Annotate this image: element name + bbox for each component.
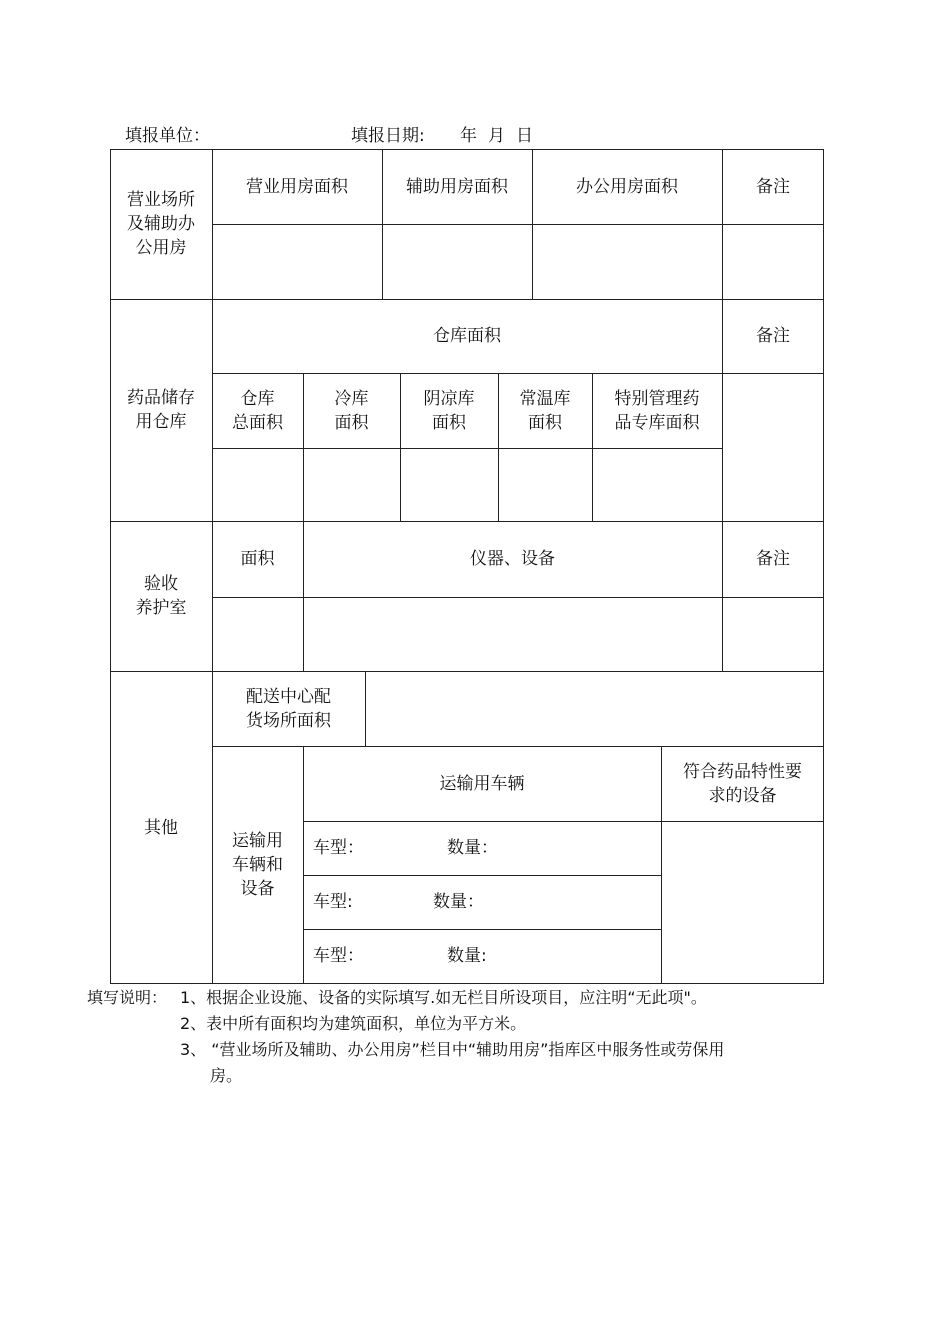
special-equipment-header: 符合药品特性要 求的设备 <box>683 761 802 806</box>
vehicle-qty-label: 数量: <box>447 946 487 966</box>
office-area-value[interactable] <box>532 224 722 299</box>
vehicle-qty-label: 数量： <box>433 892 484 912</box>
warehouse-remark-value[interactable] <box>722 373 824 521</box>
normal-temp-area-header: 常温库 面积 <box>519 388 571 433</box>
section-inspection-title: 验收 养护室 <box>135 574 187 618</box>
vehicle-type-label: 车型： <box>313 838 364 858</box>
year-label: 年 <box>460 126 477 146</box>
cold-storage-area-header: 冷库 面积 <box>334 388 369 433</box>
special-drug-area-value[interactable] <box>592 448 722 521</box>
inspection-equipment-value[interactable] <box>303 597 722 671</box>
vehicle-type-label: 车型: <box>313 892 353 912</box>
business-remark-header: 备注 <box>756 176 790 197</box>
note-item: 3、 “营业场所及辅助、办公用房”栏目中“辅助用房”指库区中服务性或劳保用 <box>180 1040 725 1059</box>
transport-equipment-title: 运输用 车辆和 设备 <box>232 831 283 899</box>
note-item: 1、根据企业设施、设备的实际填写.如无栏目所设项目，应注明“无此项"。 <box>180 988 707 1007</box>
auxiliary-area-value[interactable] <box>382 224 532 299</box>
distribution-area-value[interactable] <box>365 671 824 746</box>
fill-unit-label: 填报单位： <box>125 126 210 146</box>
office-area-header: 办公用房面积 <box>576 176 678 197</box>
warehouse-total-area-header: 仓库 总面积 <box>232 388 283 433</box>
auxiliary-area-header: 辅助用房面积 <box>406 176 508 197</box>
warehouse-area-header: 仓库面积 <box>433 326 501 346</box>
month-label: 月 <box>488 126 505 146</box>
warehouse-total-area-value[interactable] <box>212 448 303 521</box>
distribution-area-header: 配送中心配 货场所面积 <box>246 686 331 731</box>
section-warehouse-title: 药品储存 用仓库 <box>127 388 195 432</box>
business-area-value[interactable] <box>212 224 382 299</box>
normal-temp-area-value[interactable] <box>498 448 592 521</box>
special-drug-area-header: 特别管理药 品专库面积 <box>614 388 700 433</box>
facility-form-table <box>110 149 824 984</box>
business-area-header: 营业用房面积 <box>246 176 348 197</box>
note-item-continued: 房。 <box>210 1066 243 1085</box>
special-equipment-value[interactable] <box>661 821 824 984</box>
day-label: 日 <box>516 126 533 146</box>
inspection-remark-header: 备注 <box>756 549 790 569</box>
cold-storage-area-value[interactable] <box>303 448 400 521</box>
inspection-equipment-header: 仪器、设备 <box>470 549 555 569</box>
inspection-remark-value[interactable] <box>722 597 824 671</box>
inspection-area-header: 面积 <box>240 549 275 569</box>
note-item: 2、表中所有面积均为建筑面积，单位为平方米。 <box>180 1014 527 1033</box>
transport-vehicles-header: 运输用车辆 <box>439 773 525 794</box>
notes-prefix: 填写说明： <box>87 988 168 1007</box>
inspection-area-value[interactable] <box>212 597 303 671</box>
cool-storage-area-header: 阴凉库 面积 <box>423 388 475 433</box>
fill-date-label: 填报日期: <box>351 126 425 146</box>
section-business-title: 营业场所 及辅助办 公用房 <box>127 190 195 258</box>
warehouse-remark-header: 备注 <box>756 326 790 346</box>
section-other-title: 其他 <box>144 817 178 838</box>
vehicle-qty-label: 数量： <box>447 838 498 858</box>
business-remark-value[interactable] <box>722 224 824 299</box>
vehicle-type-label: 车型： <box>313 946 364 966</box>
cool-storage-area-value[interactable] <box>400 448 498 521</box>
